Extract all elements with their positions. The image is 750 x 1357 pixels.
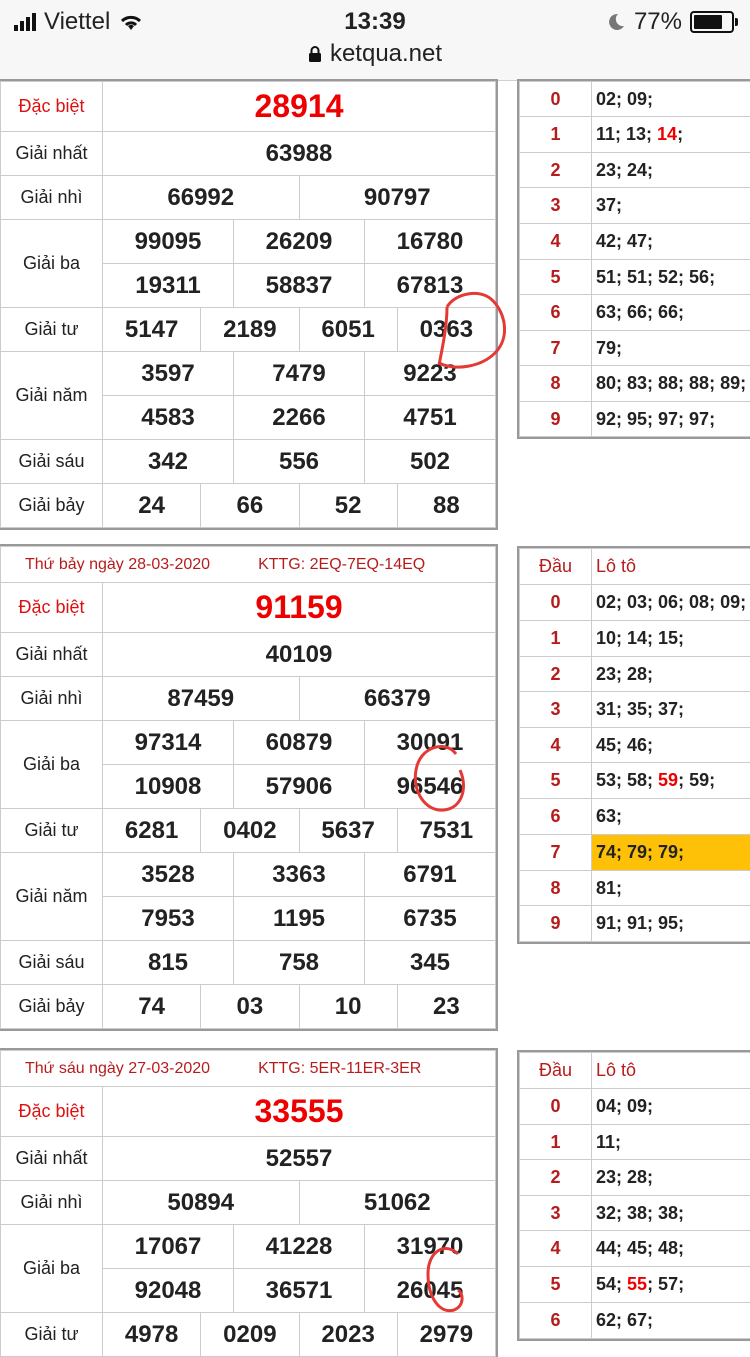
sixth-prize: 815 <box>103 941 234 985</box>
loto-values: 53; 58; <box>596 770 658 790</box>
label-g2: Giải nhì <box>1 1181 103 1225</box>
label-db: Đặc biệt <box>1 1087 103 1137</box>
lock-icon <box>308 45 322 63</box>
kttg-code: KTTG: 5ER-11ER-3ER <box>258 1060 421 1077</box>
fifth-prize: 3363 <box>234 853 365 897</box>
sixth-prize: 502 <box>365 440 496 484</box>
dau-cell: 0 <box>520 585 592 621</box>
second-prize: 87459 <box>103 677 300 721</box>
loto-cell <box>592 117 750 153</box>
sixth-prize: 342 <box>103 440 234 484</box>
third-prize: 58837 <box>234 264 365 308</box>
row-g7 <box>1 484 496 528</box>
seventh-prize: 10 <box>299 985 397 1029</box>
dau-cell: 8 <box>520 366 592 402</box>
label-g1: Giải nhất <box>1 132 103 176</box>
dau-cell: 2 <box>520 657 592 692</box>
sixth-prize: 556 <box>234 440 365 484</box>
fourth-prize: 0209 <box>201 1313 299 1357</box>
battery-area <box>606 8 734 36</box>
loto-cell: 04; 09; <box>592 1089 750 1125</box>
fourth-prize: 2189 <box>201 308 299 352</box>
label-g1: Giải nhất <box>1 633 103 677</box>
label-g4: Giải tư <box>1 308 103 352</box>
seventh-prize: 23 <box>397 985 495 1029</box>
row-db <box>1 82 496 132</box>
fourth-prize: 2023 <box>299 1313 397 1357</box>
loto-cell: 02; 03; 06; 08; 09; <box>592 585 750 621</box>
draw-date: Thứ bảy ngày 28-03-2020 <box>25 556 210 573</box>
seventh-prize: 24 <box>103 484 201 528</box>
dau-cell: 5 <box>520 1267 592 1303</box>
loto-cell: 02; 09; <box>592 82 750 117</box>
third-prize: 19311 <box>103 264 234 308</box>
loto-cell: 62; 67; <box>592 1303 750 1339</box>
battery-percent: 77% <box>634 8 682 36</box>
fifth-prize: 9223 <box>365 352 496 396</box>
loto-values: ; <box>677 124 683 144</box>
third-prize: 41228 <box>234 1225 365 1269</box>
third-prize: 31970 <box>365 1225 496 1269</box>
loto-header: Lô tô <box>592 1053 750 1089</box>
dau-cell: 1 <box>520 1125 592 1160</box>
loto-cell: 10; 14; 15; <box>592 621 750 657</box>
third-prize: 67813 <box>365 264 496 308</box>
dau-cell: 1 <box>520 117 592 153</box>
loto-cell: 11; <box>592 1125 750 1160</box>
dau-header: Đầu <box>520 549 592 585</box>
loto-cell: 91; 91; 95; <box>592 906 750 942</box>
third-prize: 17067 <box>103 1225 234 1269</box>
fifth-prize: 3528 <box>103 853 234 897</box>
seventh-prize: 66 <box>201 484 299 528</box>
dau-cell: 2 <box>520 1160 592 1196</box>
label-g5: Giải năm <box>1 352 103 440</box>
third-prize: 97314 <box>103 721 234 765</box>
loto-values: 11; 13; <box>596 124 657 144</box>
loto-cell: 23; 28; <box>592 1160 750 1196</box>
results-table-1 <box>0 81 496 528</box>
third-prize: 92048 <box>103 1269 234 1313</box>
third-prize: 30091 <box>365 721 496 765</box>
dau-cell: 9 <box>520 906 592 942</box>
loto-table-3 <box>519 1052 750 1339</box>
dau-cell: 4 <box>520 728 592 763</box>
first-prize: 52557 <box>103 1137 496 1181</box>
loto-cell <box>592 1267 750 1303</box>
loto-header: Lô tô <box>592 549 750 585</box>
row-g4 <box>1 308 496 352</box>
dau-cell: 5 <box>520 763 592 799</box>
fifth-prize: 7953 <box>103 897 234 941</box>
dau-cell: 0 <box>520 1089 592 1125</box>
third-prize: 10908 <box>103 765 234 809</box>
special-prize: 91159 <box>103 583 496 633</box>
loto-cell: 92; 95; 97; 97; <box>592 402 750 437</box>
loto-special: 59 <box>658 770 678 790</box>
address-bar[interactable] <box>0 40 750 68</box>
fourth-prize: 5147 <box>103 308 201 352</box>
loto-values: ; 59; <box>678 770 715 790</box>
third-prize: 26045 <box>365 1269 496 1313</box>
dau-cell: 3 <box>520 1196 592 1231</box>
loto-cell: 79; <box>592 331 750 366</box>
third-prize: 99095 <box>103 220 234 264</box>
second-prize: 50894 <box>103 1181 300 1225</box>
third-prize: 57906 <box>234 765 365 809</box>
row-g3a <box>1 220 496 264</box>
loto-cell: 45; 46; <box>592 728 750 763</box>
label-db: Đặc biệt <box>1 583 103 633</box>
fifth-prize: 6735 <box>365 897 496 941</box>
dau-cell: 6 <box>520 799 592 835</box>
loto-cell: 37; <box>592 188 750 224</box>
dau-cell: 4 <box>520 224 592 260</box>
loto-table-1 <box>519 81 750 437</box>
dau-cell: 8 <box>520 871 592 906</box>
loto-special: 55 <box>627 1274 647 1294</box>
fourth-prize: 7531 <box>397 809 495 853</box>
fifth-prize: 4583 <box>103 396 234 440</box>
kttg-code: KTTG: 2EQ-7EQ-14EQ <box>258 556 425 573</box>
dau-cell: 3 <box>520 692 592 728</box>
label-g1: Giải nhất <box>1 1137 103 1181</box>
label-g2: Giải nhì <box>1 677 103 721</box>
loto-cell: 31; 35; 37; <box>592 692 750 728</box>
dau-cell: 6 <box>520 1303 592 1339</box>
battery-icon <box>690 11 734 33</box>
loto-cell: 81; <box>592 871 750 906</box>
dau-cell: 1 <box>520 621 592 657</box>
first-prize: 40109 <box>103 633 496 677</box>
loto-cell: 32; 38; 38; <box>592 1196 750 1231</box>
third-prize: 26209 <box>234 220 365 264</box>
seventh-prize: 88 <box>397 484 495 528</box>
first-prize: 63988 <box>103 132 496 176</box>
special-prize: 28914 <box>103 82 496 132</box>
loto-cell: 23; 28; <box>592 657 750 692</box>
clock: 13:39 <box>0 8 750 36</box>
fourth-prize: 6051 <box>299 308 397 352</box>
label-g4: Giải tư <box>1 809 103 853</box>
fourth-prize: 6281 <box>103 809 201 853</box>
fourth-prize: 5637 <box>299 809 397 853</box>
label-g2: Giải nhì <box>1 176 103 220</box>
label-g6: Giải sáu <box>1 440 103 484</box>
dau-cell: 7 <box>520 835 592 871</box>
label-g3: Giải ba <box>1 721 103 809</box>
moon-icon <box>606 12 626 32</box>
loto-values: ; 57; <box>647 1274 684 1294</box>
label-g4: Giải tư <box>1 1313 103 1357</box>
loto-cell <box>592 763 750 799</box>
row-g5a <box>1 352 496 396</box>
fifth-prize: 7479 <box>234 352 365 396</box>
fourth-prize: 0363 <box>397 308 495 352</box>
second-prize: 90797 <box>299 176 496 220</box>
fifth-prize: 6791 <box>365 853 496 897</box>
label-g3: Giải ba <box>1 1225 103 1313</box>
row-header <box>1 547 496 583</box>
fourth-prize: 4978 <box>103 1313 201 1357</box>
dau-cell: 2 <box>520 153 592 188</box>
label-db: Đặc biệt <box>1 82 103 132</box>
dau-cell: 4 <box>520 1231 592 1267</box>
seventh-prize: 74 <box>103 985 201 1029</box>
dau-cell: 9 <box>520 402 592 437</box>
label-g7: Giải bảy <box>1 985 103 1029</box>
status-bar <box>0 0 750 81</box>
fifth-prize: 1195 <box>234 897 365 941</box>
dau-cell: 6 <box>520 295 592 331</box>
row-g2 <box>1 176 496 220</box>
loto-cell: 80; 83; 88; 88; 89; <box>592 366 750 402</box>
loto-cell: 51; 51; 52; 56; <box>592 260 750 295</box>
loto-values: 54; <box>596 1274 627 1294</box>
third-prize: 16780 <box>365 220 496 264</box>
third-prize: 36571 <box>234 1269 365 1313</box>
results-table-3 <box>0 1050 496 1357</box>
second-prize: 66379 <box>299 677 496 721</box>
draw-header <box>1 547 496 583</box>
loto-cell-highlight: 74; 79; 79; <box>592 835 750 871</box>
fifth-prize: 3597 <box>103 352 234 396</box>
fourth-prize: 2979 <box>397 1313 495 1357</box>
draw-header <box>1 1051 496 1087</box>
third-prize: 96546 <box>365 765 496 809</box>
dau-cell: 0 <box>520 82 592 117</box>
loto-special: 14 <box>657 124 677 144</box>
dau-cell: 5 <box>520 260 592 295</box>
draw-date: Thứ sáu ngày 27-03-2020 <box>25 1060 210 1077</box>
results-table-2 <box>0 546 496 1029</box>
fourth-prize: 0402 <box>201 809 299 853</box>
dau-cell: 3 <box>520 188 592 224</box>
row-g6 <box>1 440 496 484</box>
label-g6: Giải sáu <box>1 941 103 985</box>
loto-cell: 23; 24; <box>592 153 750 188</box>
third-prize: 60879 <box>234 721 365 765</box>
second-prize: 51062 <box>299 1181 496 1225</box>
dau-cell: 7 <box>520 331 592 366</box>
url-text: ketqua.net <box>330 40 442 67</box>
loto-cell: 63; 66; 66; <box>592 295 750 331</box>
sixth-prize: 345 <box>365 941 496 985</box>
second-prize: 66992 <box>103 176 300 220</box>
seventh-prize: 03 <box>201 985 299 1029</box>
carrier-name: Viettel <box>44 8 110 36</box>
label-g3: Giải ba <box>1 220 103 308</box>
loto-cell: 63; <box>592 799 750 835</box>
special-prize: 33555 <box>103 1087 496 1137</box>
seventh-prize: 52 <box>299 484 397 528</box>
loto-cell: 44; 45; 48; <box>592 1231 750 1267</box>
fifth-prize: 4751 <box>365 396 496 440</box>
fifth-prize: 2266 <box>234 396 365 440</box>
label-g7: Giải bảy <box>1 484 103 528</box>
dau-header: Đầu <box>520 1053 592 1089</box>
label-g5: Giải năm <box>1 853 103 941</box>
loto-table-2 <box>519 548 750 942</box>
row-g1 <box>1 132 496 176</box>
sixth-prize: 758 <box>234 941 365 985</box>
loto-cell: 42; 47; <box>592 224 750 260</box>
